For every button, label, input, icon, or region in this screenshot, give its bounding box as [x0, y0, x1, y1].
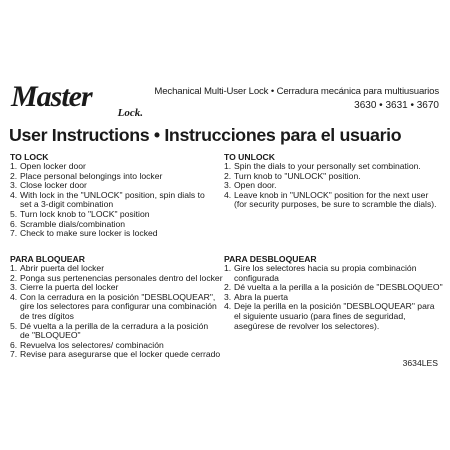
- step-text: Close locker door: [20, 180, 87, 191]
- step-item: [10, 229, 210, 239]
- section-heading: TO LOCK: [10, 152, 49, 162]
- step-text: Abra la puerta: [234, 291, 288, 302]
- step-text: Open locker door: [20, 161, 86, 171]
- step-text: Spin the dials to your personally set combination.: [234, 161, 421, 171]
- step-text: de tres dígitos: [20, 310, 74, 321]
- step-text: Scramble dials/combination: [20, 218, 126, 229]
- step-text: Turn lock knob to "LOCK" position: [20, 208, 150, 219]
- section-heading: PARA BLOQUEAR: [10, 254, 85, 264]
- section-heading: TO UNLOCK: [224, 152, 275, 162]
- step-item: [10, 322, 225, 341]
- step-number: 7.: [10, 349, 18, 360]
- step-item: [10, 293, 225, 322]
- step-text: Check to make sure locker is locked: [20, 228, 158, 239]
- master-lock-logo: [11, 80, 143, 122]
- step-item: [10, 191, 210, 210]
- para-bloquear-section: [10, 254, 225, 360]
- step-number: 1.: [10, 263, 18, 273]
- page-title: User Instructions • Instrucciones para el usuario: [9, 125, 402, 145]
- step-number: 4.: [10, 189, 18, 200]
- step-text: el siguiente usuario (para fines de seguridad,: [234, 310, 406, 321]
- step-text: configurada: [234, 272, 279, 283]
- step-text: Leave knob in "UNLOCK" position for the next user: [234, 189, 429, 200]
- step-number: 3.: [224, 180, 232, 191]
- step-list: [10, 264, 225, 360]
- step-number: 3.: [10, 180, 18, 191]
- step-number: 2.: [10, 170, 18, 181]
- step-text: gire los selectores para configurar una combinación: [20, 301, 217, 312]
- step-text: Revise para asegurarse que el locker quede cerrado: [20, 349, 221, 360]
- step-item: [224, 302, 444, 331]
- step-number: 2.: [10, 272, 18, 283]
- step-text: Gire los selectores hacia su propia combinación: [234, 263, 417, 273]
- step-list: [224, 162, 444, 210]
- step-number: 7.: [10, 228, 18, 239]
- section-heading: PARA DESBLOQUEAR: [224, 254, 317, 264]
- step-number: 4.: [224, 189, 232, 200]
- step-number: 4.: [10, 291, 18, 302]
- step-number: 3.: [10, 282, 18, 293]
- step-number: 2.: [224, 282, 232, 293]
- to-lock-section: [10, 152, 210, 239]
- step-item: [224, 264, 444, 283]
- step-item: [10, 350, 225, 360]
- step-text: set a 3-digit combination: [20, 199, 114, 210]
- step-text: Ponga sus pertenencias personales dentro del locker: [20, 272, 223, 283]
- step-text: Abrir puerta del locker: [20, 263, 105, 273]
- step-item: [224, 191, 444, 210]
- product-description: Mechanical Multi-User Lock • Cerradura mecánica para multiusuarios: [154, 86, 439, 97]
- step-number: 6.: [10, 339, 18, 350]
- step-number: 1.: [224, 263, 232, 273]
- step-text: Turn knob to "UNLOCK" position.: [234, 170, 361, 181]
- step-number: 6.: [10, 218, 18, 229]
- step-number: 2.: [224, 170, 232, 181]
- step-list: [224, 264, 444, 331]
- step-text: Dé vuelta a la perilla de la cerradura a la posición: [20, 320, 209, 331]
- para-desbloquear-section: [224, 254, 444, 331]
- step-text: Place personal belongings into locker: [20, 170, 163, 181]
- step-text: Cierre la puerta del locker: [20, 282, 119, 293]
- step-text: Dé vuelta a la perilla a la posición de "DESBLOQUEO": [234, 282, 443, 293]
- step-text: (for security purposes, be sure to scramble the dials).: [234, 199, 437, 210]
- step-number: 4.: [224, 301, 232, 312]
- step-number: 5.: [10, 320, 18, 331]
- step-text: asegúrese de revolver los selectores).: [234, 320, 380, 331]
- step-text: Open door.: [234, 180, 277, 191]
- step-text: de "BLOQUEO": [20, 330, 81, 341]
- step-text: With lock in the "UNLOCK" position, spin dials to: [20, 189, 205, 200]
- step-number: 1.: [10, 161, 18, 171]
- step-text: Revuelva los selectores/ combinación: [20, 339, 164, 350]
- part-code: 3634LES: [402, 358, 438, 368]
- model-numbers: 3630 • 3631 • 3670: [354, 100, 439, 111]
- step-number: 3.: [224, 291, 232, 302]
- to-unlock-section: [224, 152, 444, 210]
- logo-wordmark: Master: [11, 80, 92, 113]
- step-number: 1.: [224, 161, 232, 171]
- step-list: [10, 162, 210, 239]
- logo-subword: Lock.: [117, 107, 143, 119]
- step-number: 5.: [10, 208, 18, 219]
- step-text: Deje la perilla en la posición "DESBLOQUEAR" para: [234, 301, 435, 312]
- step-text: Con la cerradura en la posición "DESBLOQUEAR",: [20, 291, 216, 302]
